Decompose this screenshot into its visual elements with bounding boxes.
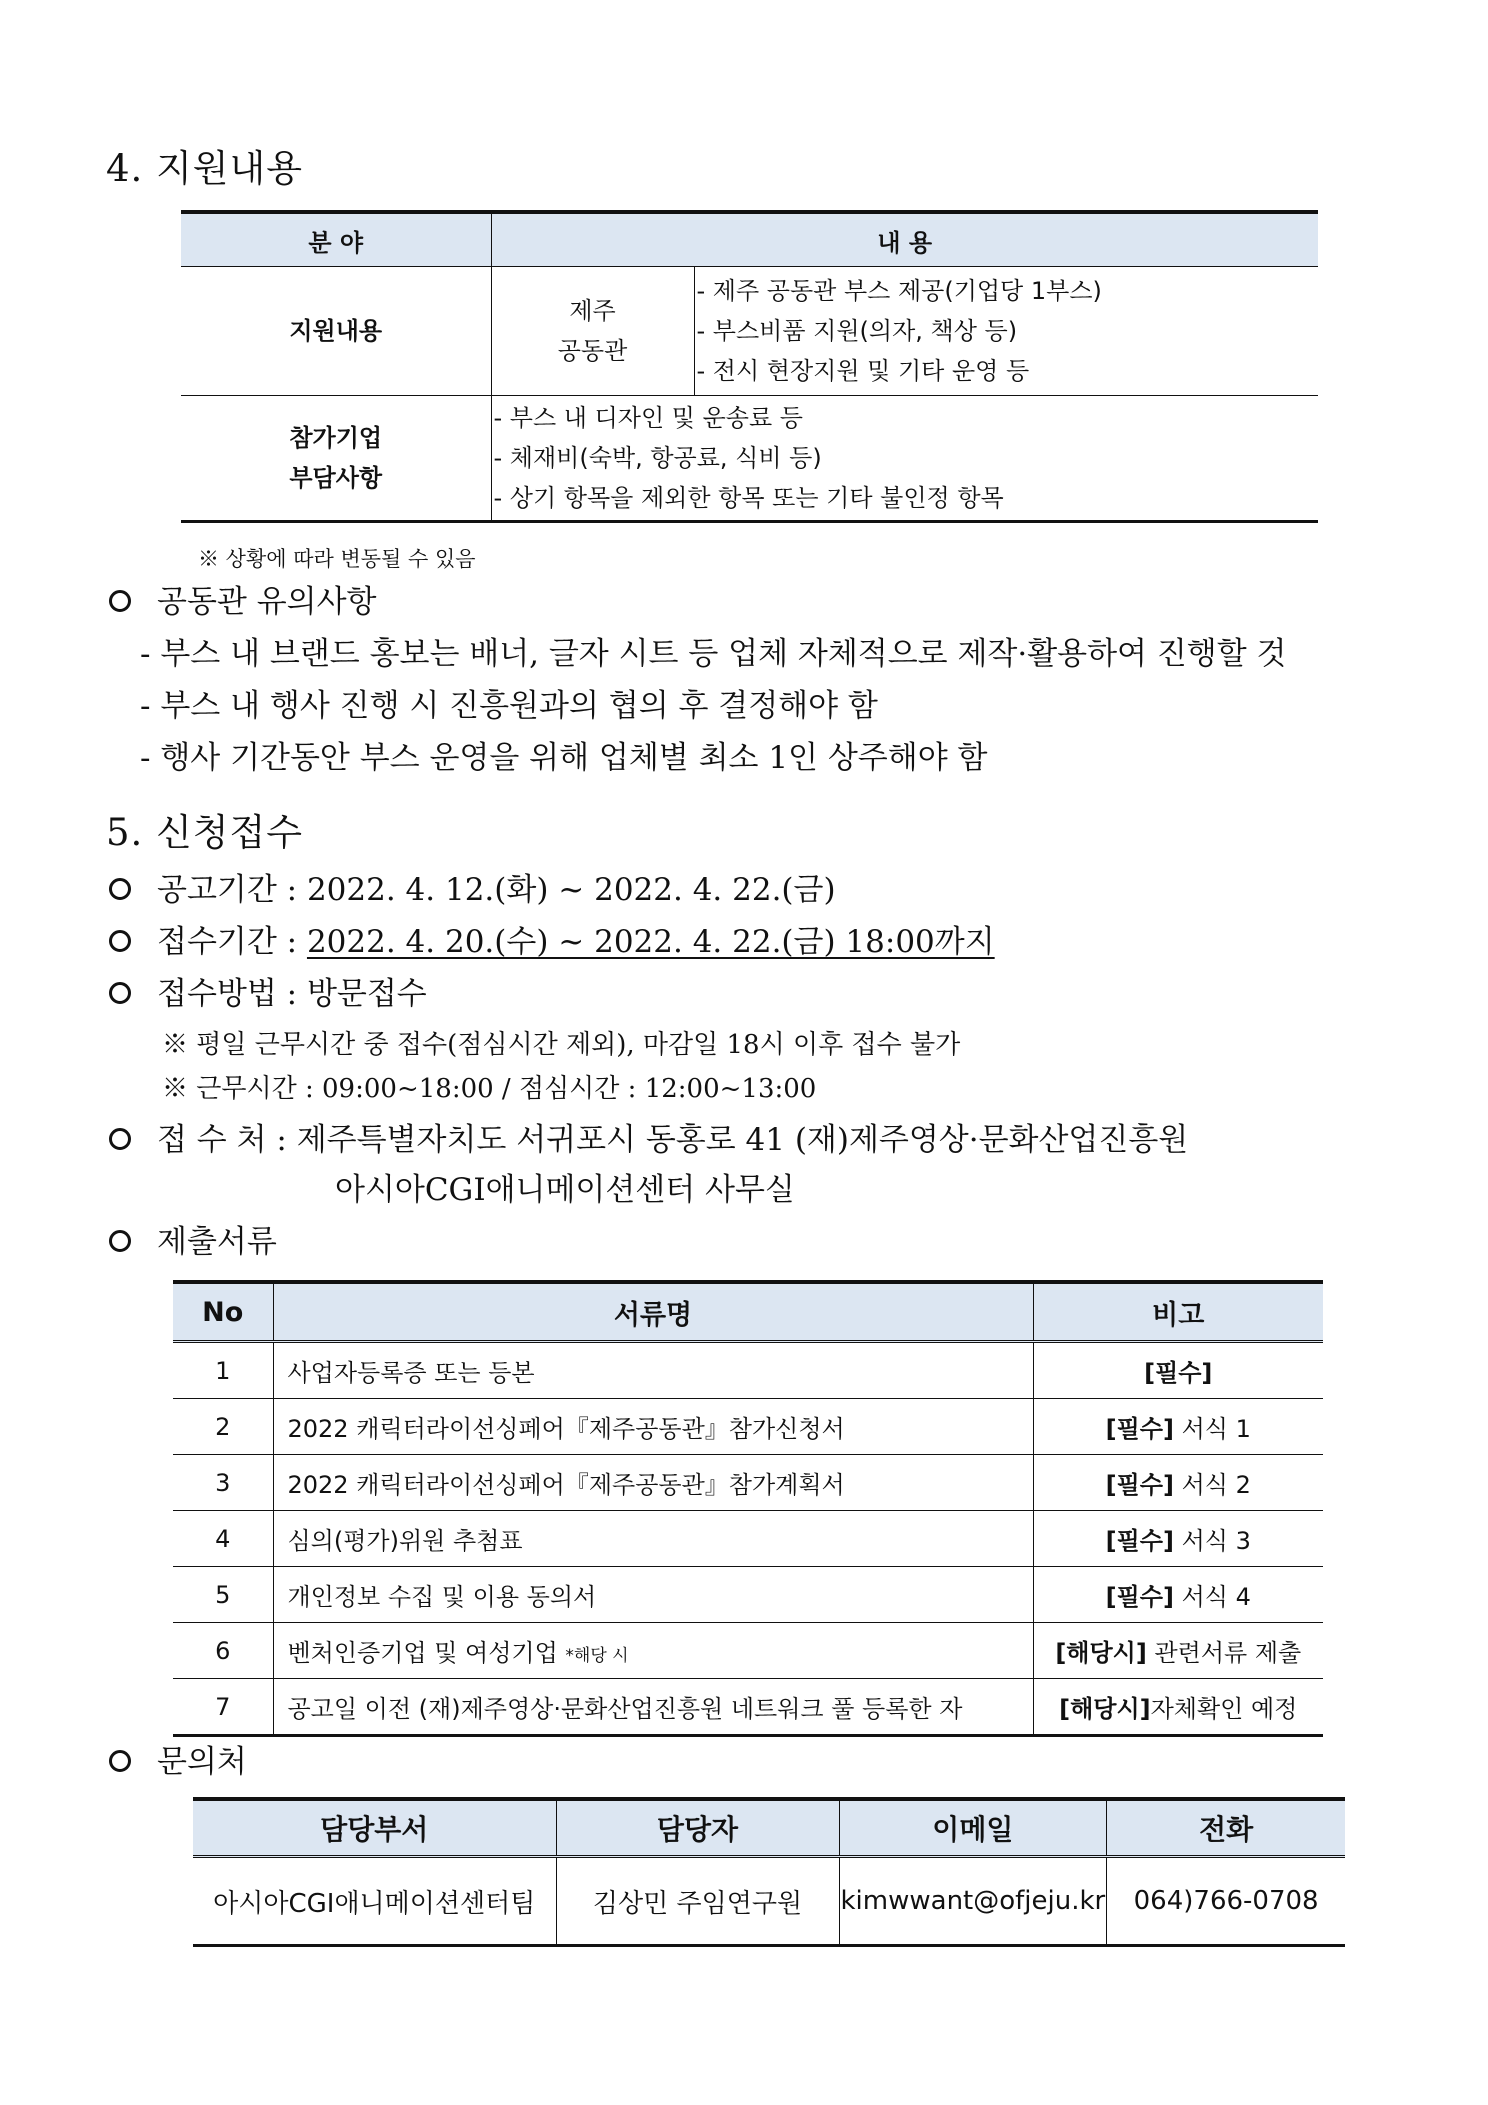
docs-header-no: No: [173, 1282, 273, 1342]
docs-title: 제출서류: [109, 1216, 277, 1261]
support-subcategory: 제주 공동관: [491, 267, 694, 396]
support-items: [694, 267, 1318, 396]
notice-item: - 부스 내 행사 진행 시 진흥원과의 협의 후 결정해야 함: [140, 688, 878, 724]
circle-bullet-icon: [109, 878, 131, 900]
table-row: 2 2022 캐릭터라이선싱페어『제주공동관』참가신청서 [필수] 서식 1: [173, 1399, 1323, 1455]
circle-bullet-icon: [109, 590, 131, 612]
contact-header-phone: 전화: [1107, 1799, 1345, 1857]
list-item: - 전시 현장지원 및 기타 운영 등: [696, 357, 1030, 385]
receipt-place: 접 수 처 : 제주특별자치도 서귀포시 동홍로 41 (재)제주영상·문화산업진흥원: [109, 1114, 1188, 1159]
table-row: [193, 1857, 1345, 1946]
table-row: 7 공고일 이전 (재)제주영상·문화산업진흥원 네트워크 풀 등록한 자 [해당시]자체확인 예정: [173, 1679, 1323, 1736]
notice-item: - 부스 내 브랜드 홍보는 배너, 글자 시트 등 업체 자체적으로 제작·활용하여 진행할 것: [140, 636, 1287, 672]
circle-bullet-icon: [109, 1750, 131, 1772]
burden-category: 참가기업 부담사항: [181, 396, 491, 522]
hours-note: ※ 근무시간 : 09:00~18:00 / 점심시간 : 12:00~13:00: [162, 1074, 817, 1104]
receipt-period: 접수기간 : 2022. 4. 20.(수) ~ 2022. 4. 22.(금) 18:00까지: [109, 916, 995, 961]
docs-header-name: 서류명: [273, 1282, 1033, 1342]
receipt-method: 접수방법 : 방문접수: [109, 968, 427, 1013]
support-header-field: 분 야: [181, 212, 491, 267]
section-5-heading: 5. 신청접수: [106, 811, 304, 854]
contact-header-person: 담당자: [556, 1799, 839, 1857]
list-item: - 상기 항목을 제외한 항목 또는 기타 불인정 항목: [493, 484, 1004, 512]
burden-items: [491, 396, 1318, 522]
support-table: [181, 210, 1318, 523]
list-item: - 부스비품 지원(의자, 책상 등): [696, 317, 1018, 345]
documents-table: [173, 1280, 1323, 1737]
method-note: ※ 평일 근무시간 중 접수(점심시간 제외), 마감일 18시 이후 접수 불가: [162, 1030, 961, 1060]
table-row: 1 사업자등록증 또는 등본 [필수]: [173, 1342, 1323, 1399]
table-row: 4 심의(평가)위원 추첨표 [필수] 서식 3: [173, 1511, 1323, 1567]
support-category: 지원내용: [181, 267, 491, 396]
table-row: 5 개인정보 수집 및 이용 동의서 [필수] 서식 4: [173, 1567, 1323, 1623]
circle-bullet-icon: [109, 1128, 131, 1150]
list-item: - 부스 내 디자인 및 운송료 등: [493, 404, 803, 432]
contact-header-email: 이메일: [839, 1799, 1107, 1857]
contact-dept: 아시아CGI애니메이션센터팀: [193, 1857, 556, 1946]
contact-title: 문의처: [109, 1736, 247, 1781]
list-item: - 체재비(숙박, 항공료, 식비 등): [493, 444, 822, 472]
contact-phone: 064)766-0708: [1107, 1857, 1345, 1946]
section-4-heading: 4. 지원내용: [106, 147, 304, 190]
notice-item: - 행사 기간동안 부스 운영을 위해 업체별 최소 1인 상주해야 함: [140, 740, 988, 776]
announce-period: 공고기간 : 2022. 4. 12.(화) ~ 2022. 4. 22.(금): [109, 864, 836, 909]
notice-title: 공동관 유의사항: [109, 576, 376, 621]
contact-table: [193, 1797, 1345, 1947]
docs-header-remark: 비고: [1033, 1282, 1323, 1342]
circle-bullet-icon: [109, 1230, 131, 1252]
contact-email[interactable]: kimwwant@ofjeju.kr: [839, 1857, 1107, 1946]
circle-bullet-icon: [109, 930, 131, 952]
receipt-place-office: 아시아CGI애니메이션센터 사무실: [335, 1172, 795, 1208]
table-row: 3 2022 캐릭터라이선싱페어『제주공동관』참가계획서 [필수] 서식 2: [173, 1455, 1323, 1511]
contact-person: 김상민 주임연구원: [556, 1857, 839, 1946]
list-item: - 제주 공동관 부스 제공(기업당 1부스): [696, 277, 1102, 305]
contact-header-dept: 담당부서: [193, 1799, 556, 1857]
circle-bullet-icon: [109, 982, 131, 1004]
change-note: ※ 상황에 따라 변동될 수 있음: [198, 547, 476, 571]
support-header-content: 내 용: [491, 212, 1318, 267]
table-row: 6 벤처인증기업 및 여성기업 *해당 시 [해당시] 관련서류 제출: [173, 1623, 1323, 1679]
